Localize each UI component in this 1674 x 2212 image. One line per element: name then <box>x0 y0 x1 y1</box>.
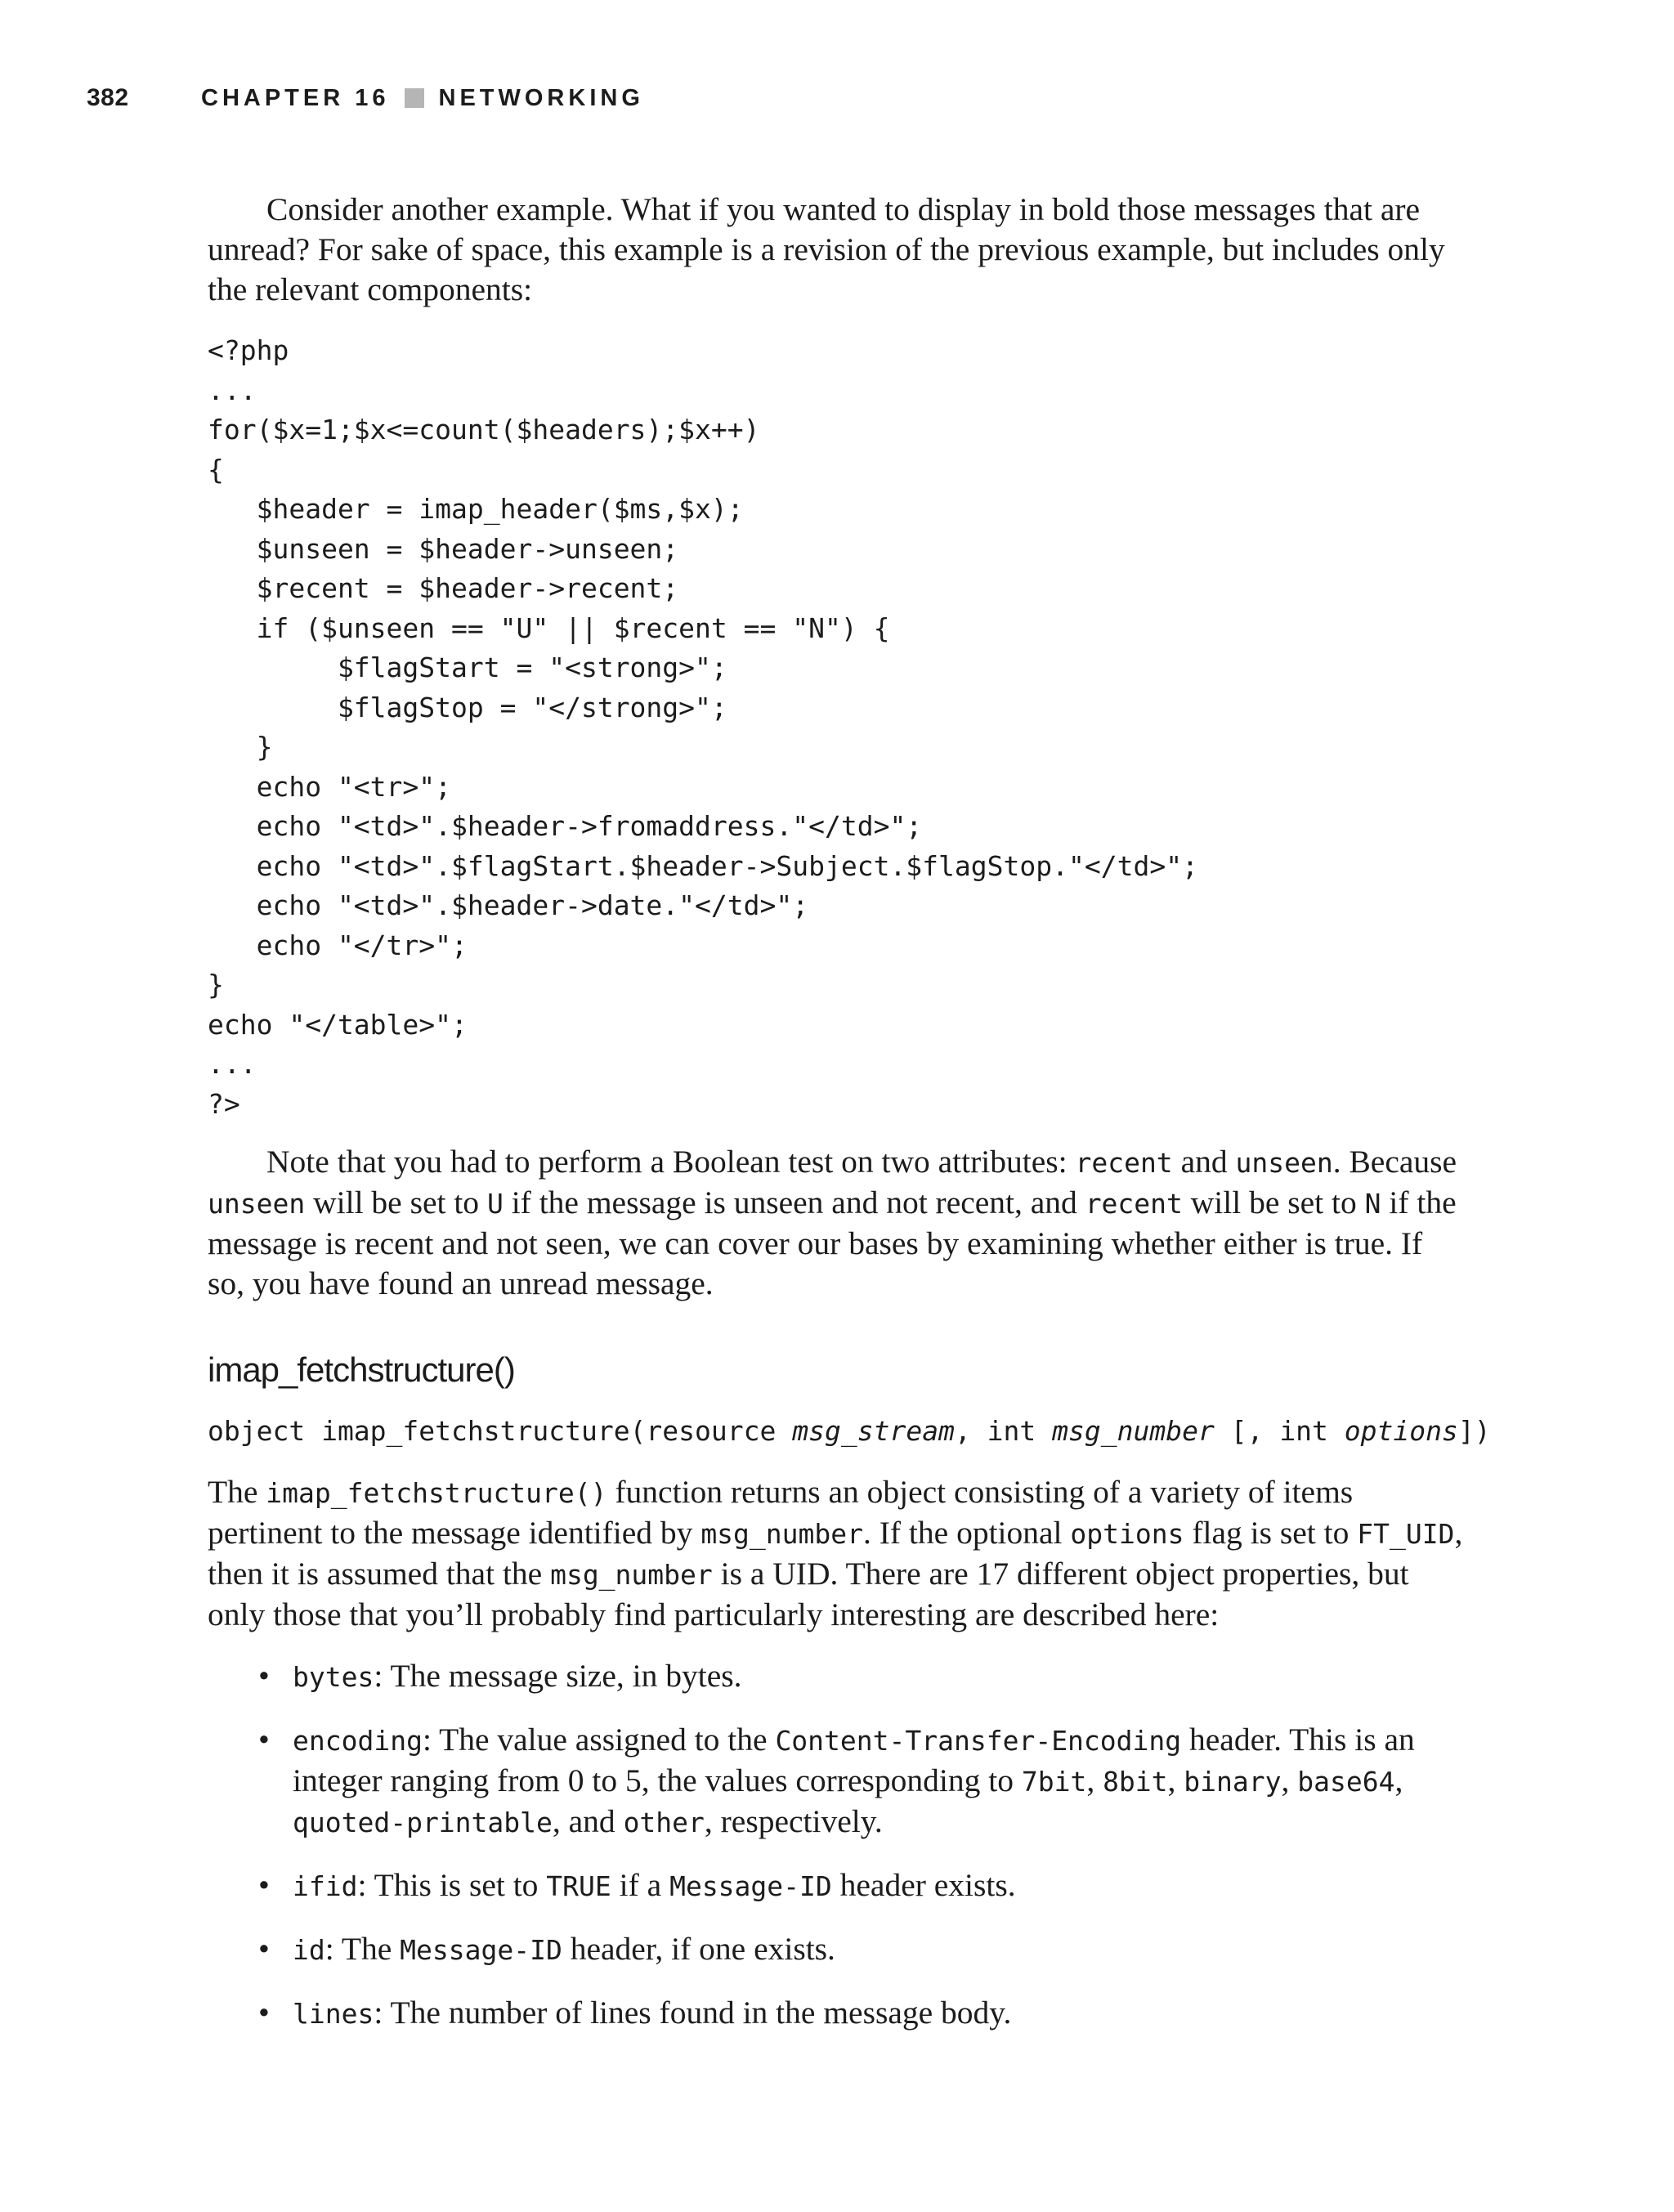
code-line: $flagStop = "</strong>"; <box>208 691 727 723</box>
php-code-example <box>208 331 1466 1124</box>
code-line: $flagStart = "<strong>"; <box>208 652 727 683</box>
bullet-icon: • <box>258 1995 270 2031</box>
intro-paragraph: Consider another example. What if you wanted to display in bold those messages that are unread? For sake of space, this example is a revision of the previous example, but includes only the relevant components: <box>208 191 1445 307</box>
code-line: $unseen = $header->unseen; <box>208 532 679 565</box>
property-text: , <box>1167 1762 1184 1798</box>
bullet-icon: • <box>258 1867 270 1903</box>
property-text: : The number of lines found in the message body. <box>374 1995 1012 2031</box>
page-number: 382 <box>87 84 129 111</box>
signature-param: options <box>1344 1415 1458 1447</box>
property-text: , <box>1394 1762 1403 1798</box>
inline-code: msg_number <box>550 1559 713 1591</box>
property-text: if a <box>611 1867 670 1903</box>
property-name: bytes <box>293 1661 374 1693</box>
chapter-label: CHAPTER 16 <box>201 84 390 111</box>
code-line: echo "<td>".$header->date."</td>"; <box>208 889 809 921</box>
property-text: : The value assigned to the <box>422 1722 776 1758</box>
bullet-icon: • <box>258 1931 270 1967</box>
property-text: header, if one exists. <box>562 1931 835 1967</box>
code-line: { <box>208 453 224 486</box>
description-text: flag is set to <box>1184 1515 1358 1551</box>
property-name: lines <box>293 1998 374 2030</box>
running-header <box>87 80 644 116</box>
page-content <box>208 190 1491 2057</box>
inline-code: quoted-printable <box>293 1807 553 1838</box>
description-text: function returns an object consisting of a variety of items pertinent to the message identified by <box>208 1474 1354 1551</box>
code-line: echo "<tr>"; <box>208 770 452 803</box>
code-line: echo "<td>".$header->fromaddress."</td>"; <box>208 810 923 842</box>
signature-param: msg_number <box>1052 1415 1215 1447</box>
code-line: ... <box>208 374 257 406</box>
property-list <box>208 1656 1466 2034</box>
signature-text: object imap_fetchstructure(resource <box>208 1415 793 1447</box>
inline-code: base64 <box>1297 1766 1395 1798</box>
inline-code: U <box>486 1188 504 1220</box>
property-text: , and <box>552 1803 624 1839</box>
inline-code: TRUE <box>546 1870 611 1902</box>
property-text: : The message size, in bytes. <box>374 1658 742 1694</box>
description-text: , then it is assumed that the <box>208 1515 1463 1592</box>
note-text: if the message is unseen and not recent, and <box>503 1184 1085 1220</box>
inline-code: recent <box>1075 1147 1173 1179</box>
inline-code: 8bit <box>1103 1766 1168 1798</box>
property-name: ifid <box>293 1870 358 1902</box>
code-line: ... <box>208 1048 257 1080</box>
property-text: header exists. <box>831 1867 1016 1903</box>
code-line: ?> <box>208 1087 240 1120</box>
property-text: : The <box>325 1931 401 1967</box>
note-text: . Because <box>1332 1144 1457 1180</box>
bullet-icon: • <box>258 1658 270 1694</box>
note-text: and <box>1172 1144 1236 1180</box>
section-label: NETWORKING <box>438 84 644 111</box>
code-line: echo "<td>".$flagStart.$header->Subject.$flagStop."</td>"; <box>208 849 1198 882</box>
inline-code: unseen <box>1235 1147 1333 1179</box>
property-text: header. This is an integer ranging from 0 to 5, the values corresponding to <box>293 1722 1415 1798</box>
code-line: <?php <box>208 334 289 366</box>
note-text: will be set to <box>1182 1184 1365 1220</box>
property-item-id <box>208 1929 1466 1970</box>
code-line: echo "</tr>"; <box>208 929 468 961</box>
code-line: } <box>208 969 224 1001</box>
inline-code: msg_number <box>700 1518 863 1550</box>
note-text: Note that you had to perform a Boolean test on two attributes: <box>266 1144 1076 1180</box>
signature-text: , int <box>954 1415 1053 1447</box>
signature-text: [, int <box>1214 1415 1345 1447</box>
note-paragraph <box>208 1142 1466 1304</box>
code-line: for($x=1;$x<=count($headers);$x++) <box>208 414 760 446</box>
code-line: } <box>208 731 273 763</box>
inline-code: Message-ID <box>400 1934 562 1966</box>
inline-code: other <box>623 1807 705 1838</box>
header-separator-square <box>405 88 424 108</box>
description-text: . If the optional <box>863 1515 1071 1551</box>
property-item-ifid <box>208 1865 1466 1906</box>
bullet-icon: • <box>258 1722 270 1758</box>
function-signature <box>208 1412 1491 1451</box>
signature-param: msg_stream <box>792 1415 955 1447</box>
code-line: echo "</table>"; <box>208 1008 468 1041</box>
property-text: , respectively. <box>704 1803 883 1839</box>
code-line: if ($unseen == "U" || $recent == "N") { <box>208 611 890 644</box>
inline-code: imap_fetchstructure() <box>266 1477 607 1509</box>
property-item-encoding <box>208 1720 1466 1843</box>
note-text: if the message is recent and not seen, we can cover our bases by examining whether either is true. If so, you have found an unread message. <box>208 1184 1457 1301</box>
inline-code: N <box>1364 1188 1381 1220</box>
code-line: $recent = $header->recent; <box>208 572 679 604</box>
note-text: will be set to <box>305 1184 487 1220</box>
inline-code: unseen <box>208 1188 306 1220</box>
property-name: encoding <box>293 1725 423 1757</box>
inline-code: binary <box>1184 1766 1282 1798</box>
signature-text: ]) <box>1457 1415 1491 1447</box>
inline-code: options <box>1070 1518 1184 1550</box>
inline-code: FT_UID <box>1357 1518 1455 1550</box>
property-item-bytes <box>208 1656 1466 1697</box>
property-text: , <box>1086 1762 1103 1798</box>
description-text: is a UID. There are 17 different object properties, but only those that you’ll probably find particularly interesting are described here: <box>208 1556 1409 1632</box>
inline-code: 7bit <box>1021 1766 1087 1798</box>
description-text: The <box>208 1474 266 1510</box>
property-item-lines <box>208 1993 1466 2034</box>
section-heading: imap_fetchstructure() <box>208 1350 515 1389</box>
code-line: $header = imap_header($ms,$x); <box>208 493 744 525</box>
property-text: : This is set to <box>357 1867 547 1903</box>
property-text: , <box>1281 1762 1298 1798</box>
property-name: id <box>293 1934 325 1966</box>
inline-code: recent <box>1085 1188 1183 1220</box>
description-paragraph <box>208 1472 1466 1635</box>
inline-code: Message-ID <box>669 1870 832 1902</box>
inline-code: Content-Transfer-Encoding <box>775 1725 1182 1757</box>
